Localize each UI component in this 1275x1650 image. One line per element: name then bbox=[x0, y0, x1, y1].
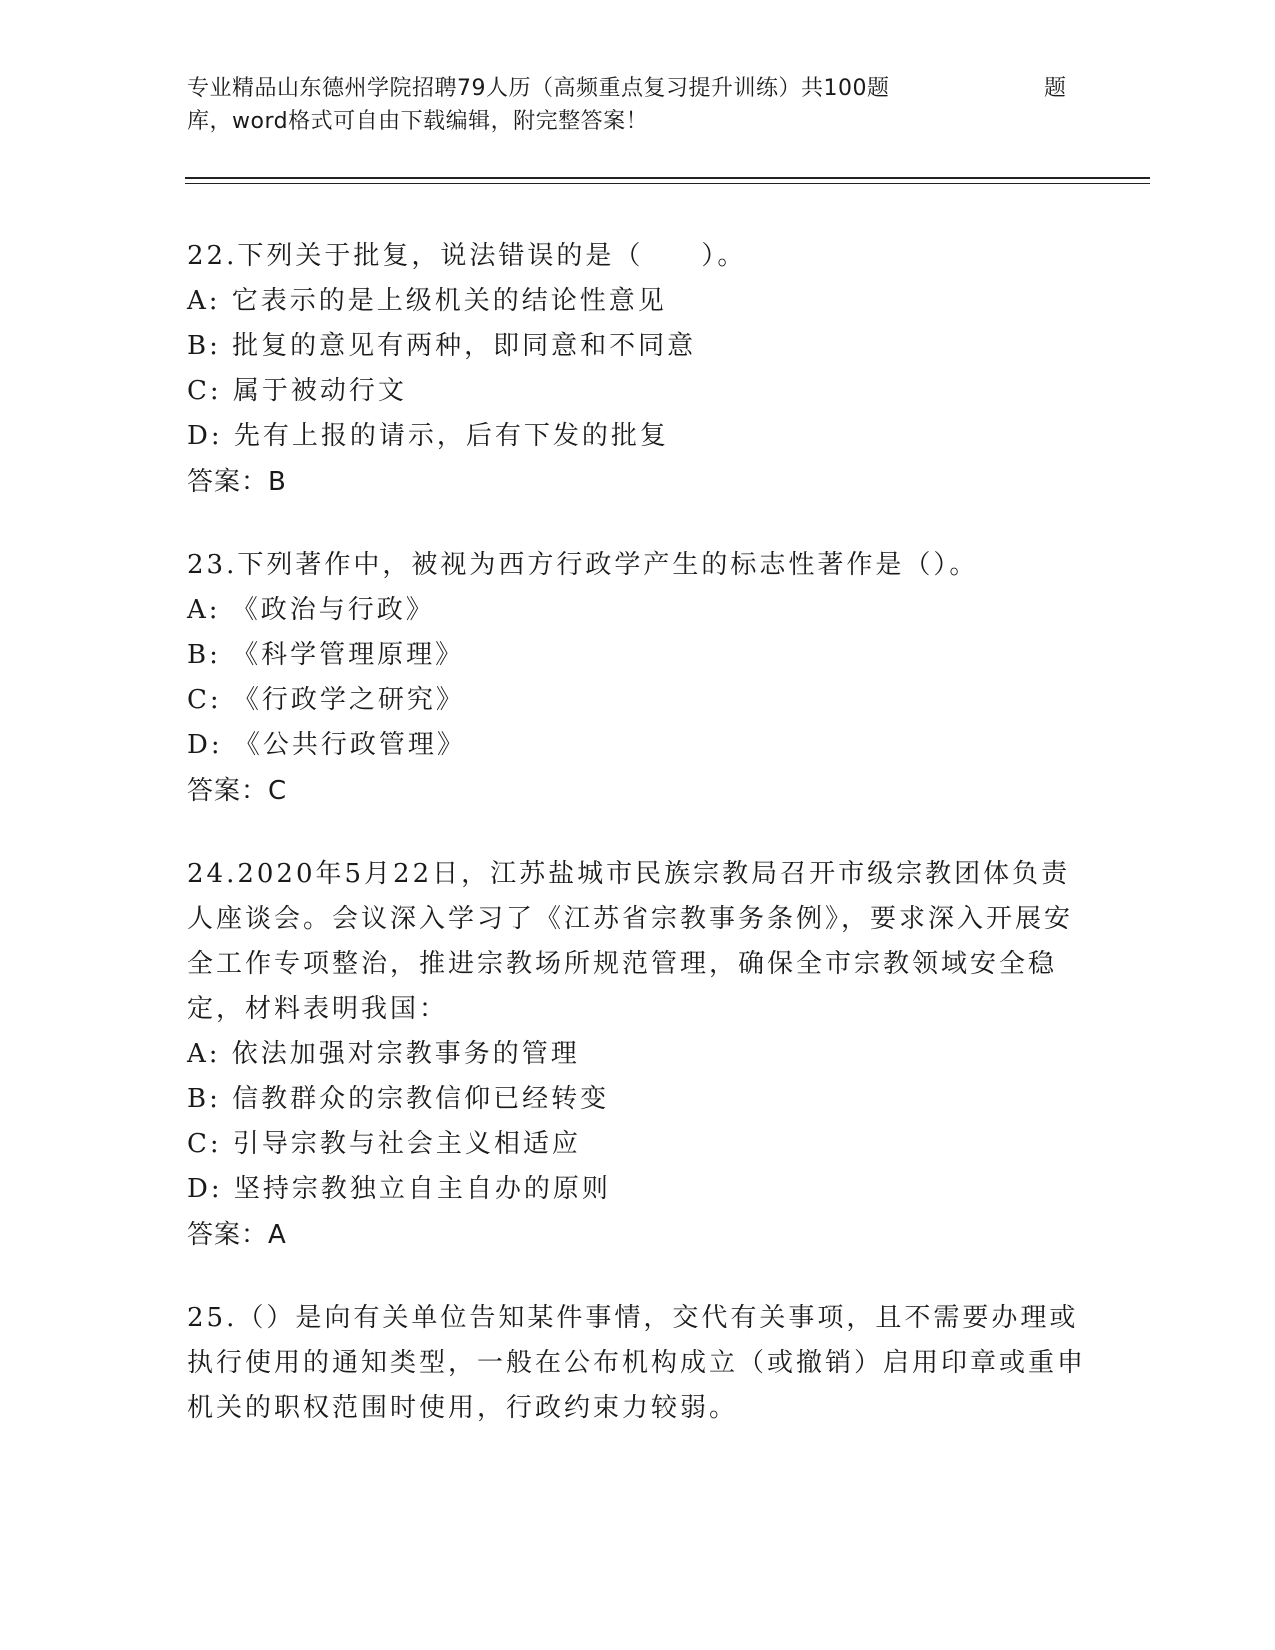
header-title-suffix: 题 bbox=[1044, 76, 1067, 101]
option-c: C: 属于被动行文 bbox=[187, 376, 407, 406]
option-a: A: 依法加强对宗教事务的管理 bbox=[187, 1039, 580, 1069]
option-b: B: 批复的意见有两种，即同意和不同意 bbox=[187, 331, 697, 361]
question-text: 23.下列著作中，被视为西方行政学产生的标志性著作是（）。 bbox=[187, 550, 979, 580]
option-d: D: 《公共行政管理》 bbox=[187, 730, 466, 760]
header-title-line1: 专业精品山东德州学院招聘79人历（高频重点复习提升训练）共100题 bbox=[187, 76, 890, 101]
page-header bbox=[187, 72, 1067, 138]
header-title-line2: 库，word格式可自由下载编辑，附完整答案！ bbox=[187, 109, 649, 134]
option-d: D: 坚持宗教独立自主自办的原则 bbox=[187, 1174, 611, 1204]
option-a: A: 它表示的是上级机关的结论性意见 bbox=[187, 286, 667, 316]
header-divider-thin bbox=[185, 183, 1150, 184]
question-list bbox=[187, 234, 1087, 1469]
option-a: A: 《政治与行政》 bbox=[187, 595, 435, 625]
question-23 bbox=[187, 543, 1087, 814]
option-c: C: 引导宗教与社会主义相适应 bbox=[187, 1129, 581, 1159]
question-text: 22.下列关于批复，说法错误的是（ ）。 bbox=[187, 241, 747, 271]
question-25 bbox=[187, 1296, 1087, 1431]
answer: 答案：C bbox=[187, 776, 288, 806]
header-divider-thick bbox=[185, 177, 1150, 179]
question-text: 25.（）是向有关单位告知某件事情，交代有关事项，且不需要办理或执行使用的通知类型，一般在公布机构成立（或撤销）启用印章或重申机关的职权范围时使用，行政约束力较弱。 bbox=[187, 1303, 1087, 1423]
option-c: C: 《行政学之研究》 bbox=[187, 685, 465, 715]
answer: 答案：A bbox=[187, 1220, 287, 1250]
answer: 答案：B bbox=[187, 467, 287, 497]
option-b: B: 信教群众的宗教信仰已经转变 bbox=[187, 1084, 610, 1114]
question-text: 24.2020年5月22日，江苏盐城市民族宗教局召开市级宗教团体负责人座谈会。会议深入学习了《江苏省宗教事务条例》，要求深入开展安全工作专项整治，推进宗教场所规范管理，确保全市宗教领域安全稳定，材料表明我国： bbox=[187, 859, 1074, 1024]
option-d: D: 先有上报的请示，后有下发的批复 bbox=[187, 421, 669, 451]
question-22 bbox=[187, 234, 1087, 505]
question-24 bbox=[187, 852, 1087, 1258]
option-b: B: 《科学管理原理》 bbox=[187, 640, 465, 670]
